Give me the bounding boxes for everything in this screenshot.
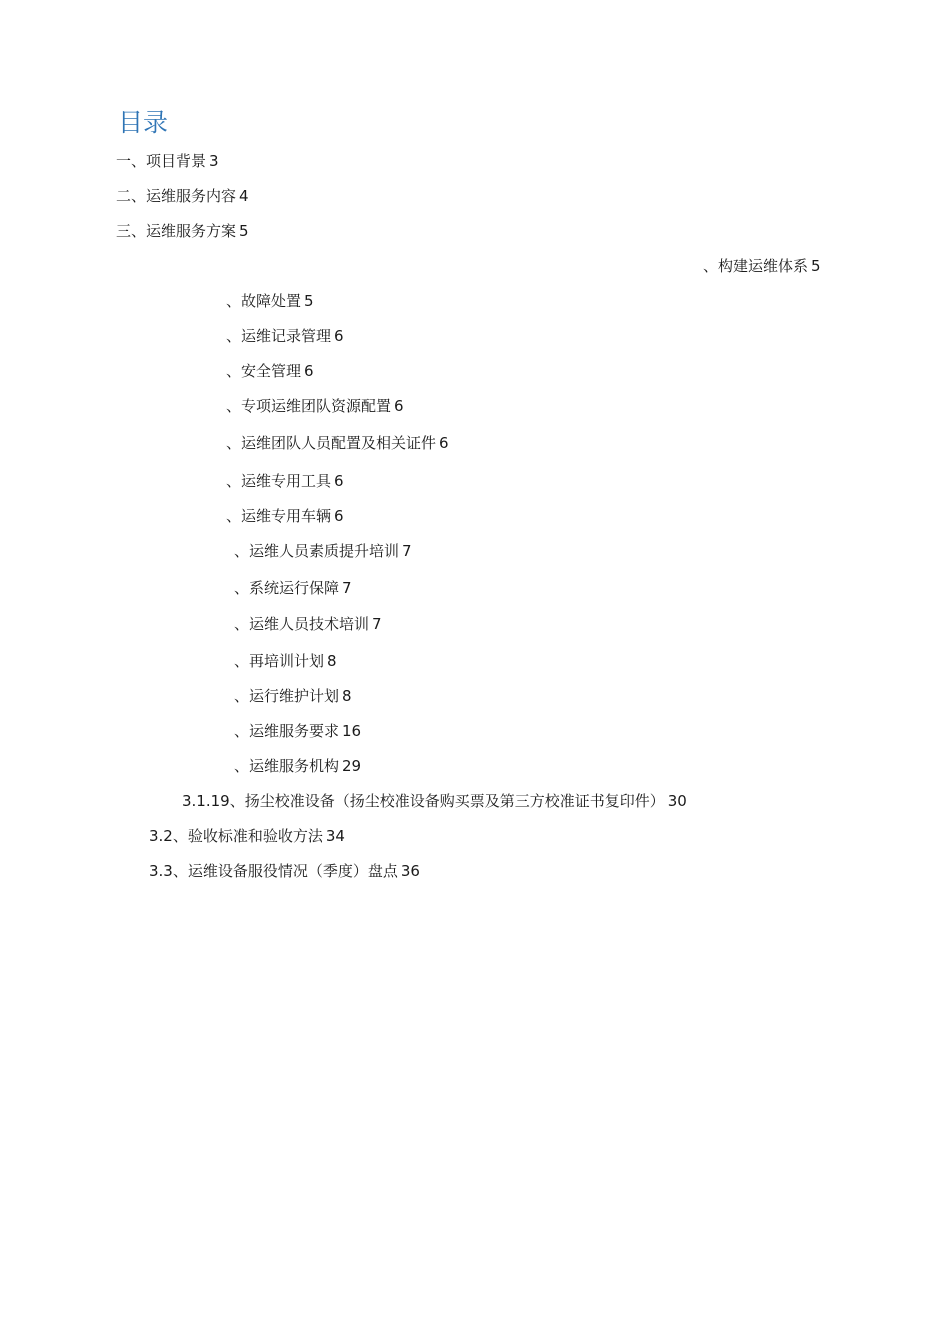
toc-entry-team-resources[interactable]	[226, 396, 404, 416]
toc-entry-page: 7	[402, 542, 412, 560]
toc-entry-label: 、构建运维体系	[703, 257, 809, 275]
toc-entry-page: 30	[667, 792, 687, 810]
toc-entry-label: 、运维专用车辆	[226, 507, 332, 525]
toc-entry-label: 3.3、运维设备服役情况（季度）盘点	[149, 862, 398, 880]
toc-entry-page: 34	[325, 827, 345, 845]
toc-entry-label: 、运行维护计划	[234, 687, 340, 705]
toc-entry-technical-training[interactable]	[234, 614, 382, 634]
toc-entry-service-requirements[interactable]	[234, 721, 361, 741]
toc-entry-maintenance-plan[interactable]	[234, 686, 352, 706]
toc-entry-label: 、安全管理	[226, 362, 302, 380]
toc-entry-record-management[interactable]	[226, 326, 344, 346]
toc-entry-label: 、系统运行保障	[234, 579, 340, 597]
toc-entry-page: 5	[239, 222, 249, 240]
toc-entry-special-tools[interactable]	[226, 471, 344, 491]
toc-entry-label: 、专项运维团队资源配置	[226, 397, 392, 415]
toc-entry-page: 8	[327, 652, 337, 670]
toc-entry-label: 、运维专用工具	[226, 472, 332, 490]
toc-entry-page: 6	[304, 362, 314, 380]
toc-entry-project-background[interactable]	[116, 151, 219, 171]
toc-entry-label: 、运维记录管理	[226, 327, 332, 345]
toc-entry-page: 4	[239, 187, 249, 205]
toc-entry-system-operation[interactable]	[234, 578, 352, 598]
toc-entry-page: 36	[400, 862, 420, 880]
toc-entry-build-system[interactable]	[703, 256, 821, 276]
toc-entry-label: 三、运维服务方案	[116, 222, 237, 240]
toc-entry-label: 、故障处置	[226, 292, 302, 310]
toc-entry-page: 6	[334, 327, 344, 345]
toc-entry-page: 16	[342, 722, 362, 740]
toc-entry-page: 6	[394, 397, 404, 415]
toc-entry-label: 二、运维服务内容	[116, 187, 237, 205]
toc-title: 目录	[118, 108, 169, 137]
toc-entry-page: 5	[304, 292, 314, 310]
toc-entry-label: 、运维服务机构	[234, 757, 340, 775]
toc-entry-quality-training[interactable]	[234, 541, 412, 561]
toc-entry-label: 、运维服务要求	[234, 722, 340, 740]
toc-entry-label: 一、项目背景	[116, 152, 207, 170]
toc-entry-page: 7	[372, 615, 382, 633]
toc-entry-page: 8	[342, 687, 352, 705]
toc-entry-page: 29	[342, 757, 362, 775]
toc-entry-page: 6	[334, 507, 344, 525]
toc-entry-service-organization[interactable]	[234, 756, 361, 776]
toc-entry-label: 3.2、验收标准和验收方法	[149, 827, 323, 845]
toc-entry-label: 、运维人员素质提升培训	[234, 542, 400, 560]
toc-entry-acceptance-standards[interactable]	[149, 826, 345, 846]
toc-entry-page: 6	[439, 434, 449, 452]
toc-entry-page: 6	[334, 472, 344, 490]
toc-entry-safety-management[interactable]	[226, 361, 314, 381]
toc-entry-equipment-inventory[interactable]	[149, 861, 420, 881]
toc-entry-page: 3	[209, 152, 219, 170]
toc-entry-service-plan[interactable]	[116, 221, 249, 241]
toc-entry-service-content[interactable]	[116, 186, 249, 206]
toc-entry-fault-handling[interactable]	[226, 291, 314, 311]
toc-entry-team-staffing[interactable]	[226, 433, 449, 453]
toc-entry-label: 、再培训计划	[234, 652, 325, 670]
toc-entry-page: 5	[811, 257, 821, 275]
toc-entry-retraining-plan[interactable]	[234, 651, 337, 671]
toc-entry-label: 3.1.19、扬尘校准设备（扬尘校准设备购买票及第三方校准证书复印件）	[182, 792, 665, 810]
toc-entry-dust-calibration[interactable]	[182, 791, 687, 811]
toc-entry-page: 7	[342, 579, 352, 597]
toc-entry-label: 、运维团队人员配置及相关证件	[226, 434, 437, 452]
toc-entry-label: 、运维人员技术培训	[234, 615, 370, 633]
toc-entry-special-vehicles[interactable]	[226, 506, 344, 526]
